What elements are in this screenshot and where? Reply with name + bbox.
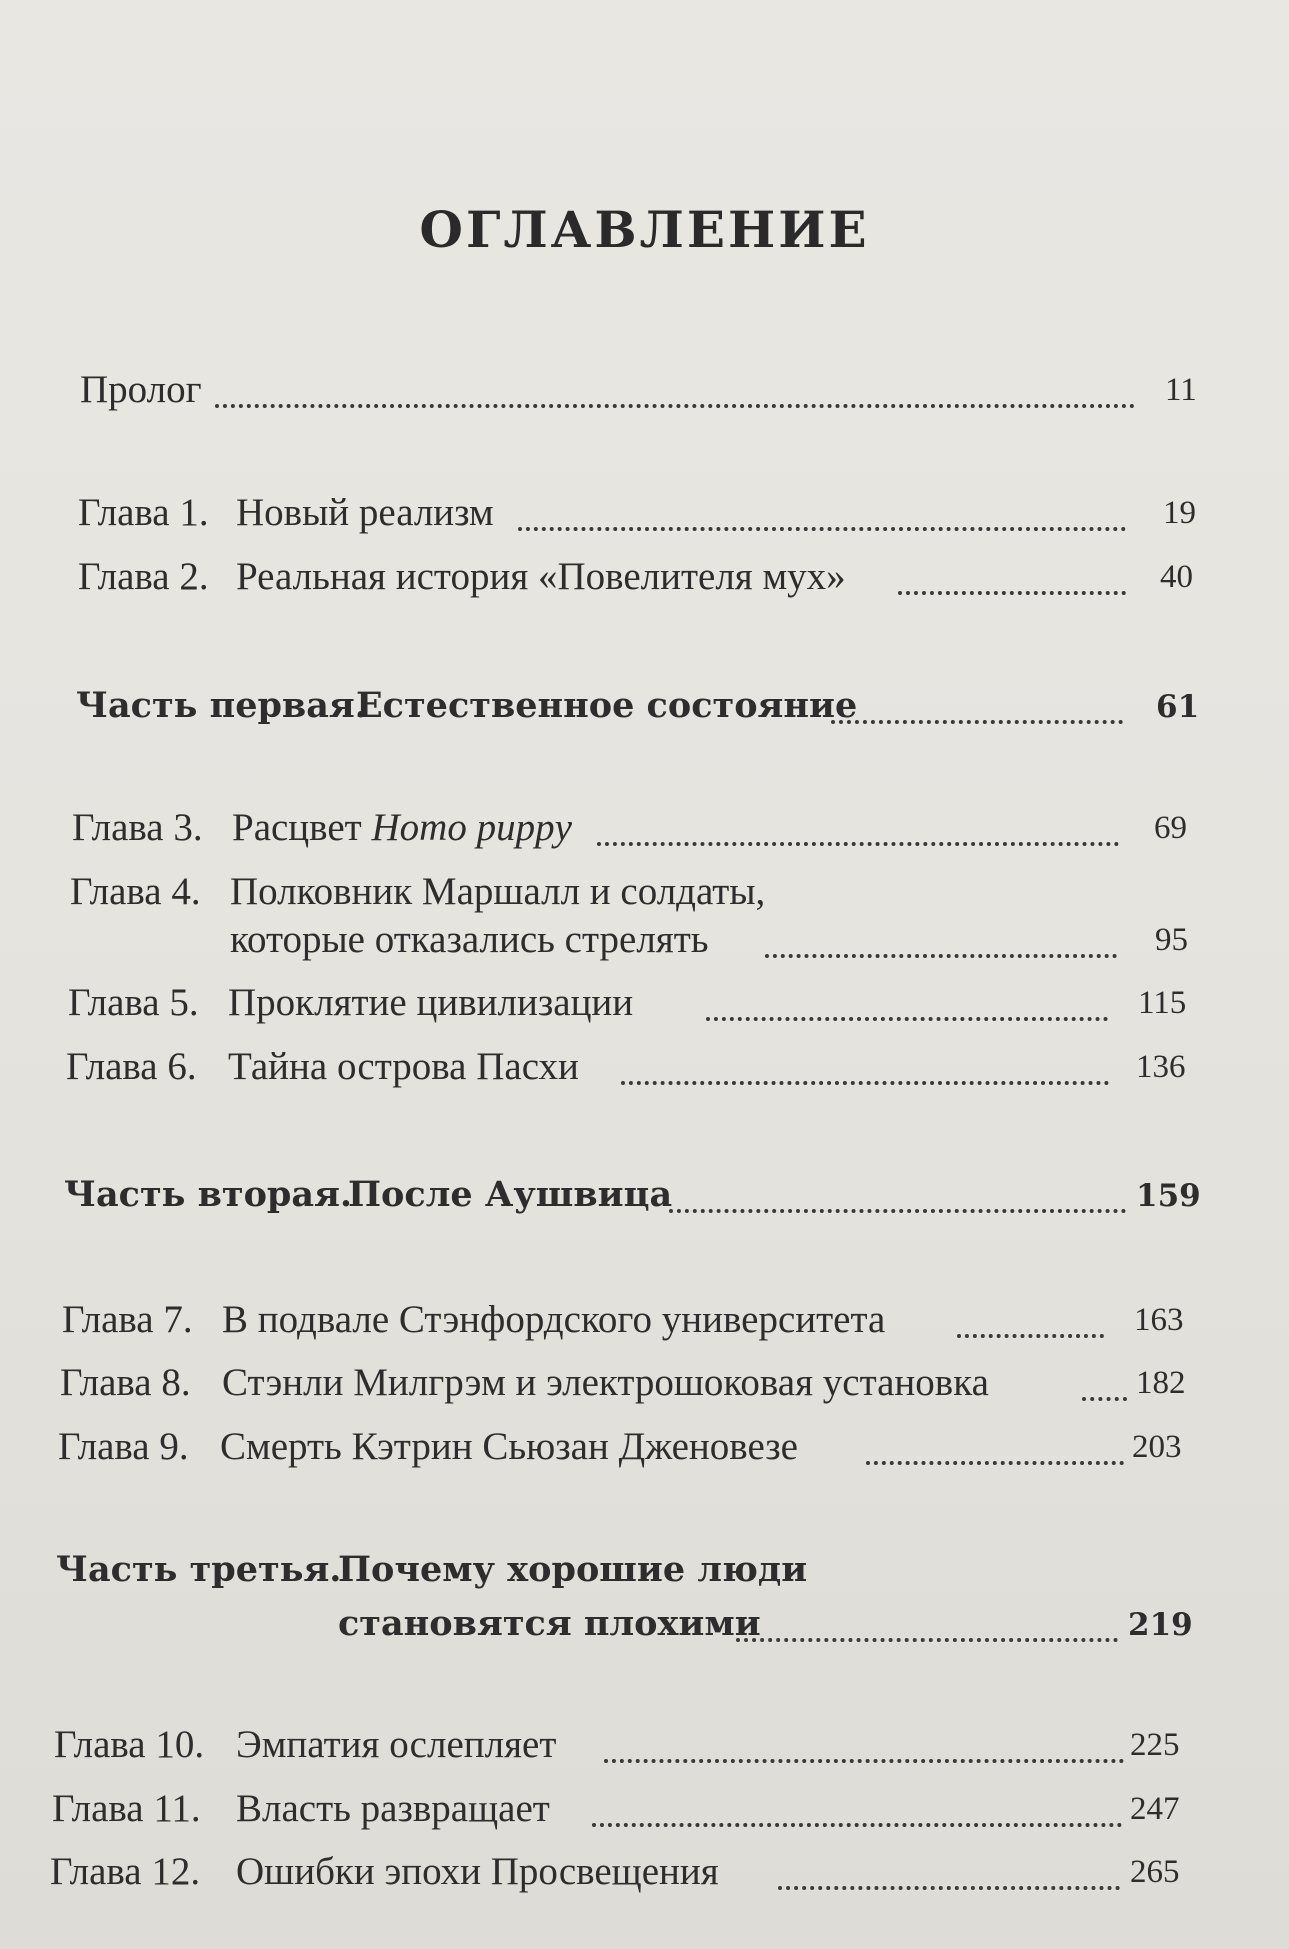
chapter-label: Глава 2.	[78, 555, 209, 598]
toc-entry-chapter	[70, 872, 1190, 972]
part-label: Часть первая.	[76, 685, 367, 726]
chapter-title: Эмпатия ослепляет	[236, 1723, 557, 1766]
toc-entry-chapter	[66, 1047, 1196, 1092]
dot-leader	[597, 838, 1119, 846]
chapter-label: Глава 5.	[68, 981, 199, 1024]
chapter-title-line1: Полковник Маршалл и солдаты,	[230, 870, 766, 913]
chapter-title: Смерть Кэтрин Сьюзан Дженовезе	[220, 1425, 798, 1468]
page-number: 225	[1130, 1727, 1180, 1763]
dot-leader	[518, 523, 1126, 531]
toc-entry-prologue	[80, 370, 1200, 415]
page-number: 203	[1132, 1429, 1182, 1465]
page-number: 40	[1160, 559, 1193, 595]
dot-leader	[592, 1819, 1122, 1827]
page-number: 115	[1138, 985, 1187, 1021]
toc-entry-part	[64, 1174, 1201, 1222]
toc-entry-chapter	[54, 1725, 1194, 1770]
page-number: 61	[1156, 689, 1200, 725]
page-number: 159	[1136, 1178, 1201, 1214]
page-number: 11	[1165, 372, 1197, 408]
page-number: 247	[1130, 1791, 1180, 1827]
chapter-label: Глава 4.	[70, 870, 201, 913]
page-number: 136	[1136, 1049, 1186, 1085]
chapter-title: Реальная история «Повелителя мух»	[236, 555, 846, 598]
chapter-title-prefix: Расцвет	[232, 806, 372, 849]
toc-entry-chapter	[50, 1852, 1190, 1897]
page-title: ОГЛАВЛЕНИЕ	[419, 200, 870, 259]
page-number: 95	[1155, 922, 1188, 958]
chapter-label: Глава 1.	[78, 491, 209, 534]
part-label: Часть третья.	[56, 1549, 342, 1590]
chapter-title: Тайна острова Пасхи	[228, 1045, 579, 1088]
chapter-title: Проклятие цивилизации	[228, 981, 634, 1024]
chapter-label: Глава 8.	[60, 1361, 191, 1404]
toc-entry-chapter	[60, 1363, 1190, 1408]
toc-entry-chapter	[78, 493, 1198, 538]
dot-leader	[736, 1634, 1118, 1642]
chapter-title: Новый реализм	[236, 491, 494, 534]
page-number: 69	[1154, 810, 1187, 846]
entry-title: Пролог	[80, 368, 202, 411]
dot-leader	[1082, 1393, 1127, 1401]
page-number: 163	[1134, 1302, 1184, 1338]
dot-leader	[898, 587, 1126, 595]
dot-leader	[765, 950, 1117, 958]
chapter-title: Стэнли Милгрэм и электрошоковая установка	[222, 1361, 989, 1404]
chapter-title: Власть развращает	[236, 1787, 550, 1830]
page-number: 19	[1163, 495, 1196, 531]
toc-entry-chapter	[78, 557, 1198, 602]
part-label: Часть вторая.	[64, 1174, 353, 1215]
dot-leader	[604, 1755, 1124, 1763]
part-title: После Аушвица	[348, 1174, 673, 1215]
toc-entry-chapter	[72, 808, 1192, 853]
chapter-title	[232, 808, 572, 847]
toc-entry-chapter	[68, 983, 1198, 1028]
dot-leader	[706, 1013, 1108, 1021]
toc-entry-chapter	[62, 1300, 1192, 1345]
dot-leader	[866, 1457, 1124, 1465]
chapter-title-line2: которые отказались стрелять	[230, 918, 709, 961]
part-title-line1: Почему хорошие люди	[338, 1549, 808, 1590]
page-number: 265	[1130, 1854, 1180, 1890]
chapter-label: Глава 10.	[54, 1723, 205, 1766]
page-number: 219	[1128, 1607, 1193, 1643]
chapter-title: Ошибки эпохи Просвещения	[236, 1850, 719, 1893]
dot-leader	[831, 716, 1123, 724]
chapter-label: Глава 11.	[52, 1787, 201, 1830]
part-title: Естественное состояние	[356, 685, 858, 726]
dot-leader	[957, 1330, 1104, 1338]
dot-leader	[669, 1205, 1126, 1213]
dot-leader	[778, 1882, 1120, 1890]
toc-entry-part	[56, 1549, 1193, 1652]
dot-leader	[621, 1077, 1109, 1085]
toc-entry-chapter	[52, 1789, 1192, 1834]
chapter-label: Глава 9.	[58, 1425, 189, 1468]
toc-entry-part	[76, 685, 1200, 733]
toc-entry-chapter	[58, 1427, 1193, 1472]
page-number: 182	[1136, 1365, 1186, 1401]
chapter-title: В подвале Стэнфордского университета	[222, 1298, 886, 1341]
part-title-line2: становятся плохими	[338, 1603, 761, 1644]
chapter-label: Глава 7.	[62, 1298, 193, 1341]
chapter-title-italic: Homo puppy	[371, 806, 572, 849]
dot-leader	[215, 400, 1135, 408]
chapter-label: Глава 6.	[66, 1045, 197, 1088]
chapter-label: Глава 3.	[72, 806, 203, 849]
chapter-label: Глава 12.	[50, 1850, 201, 1893]
